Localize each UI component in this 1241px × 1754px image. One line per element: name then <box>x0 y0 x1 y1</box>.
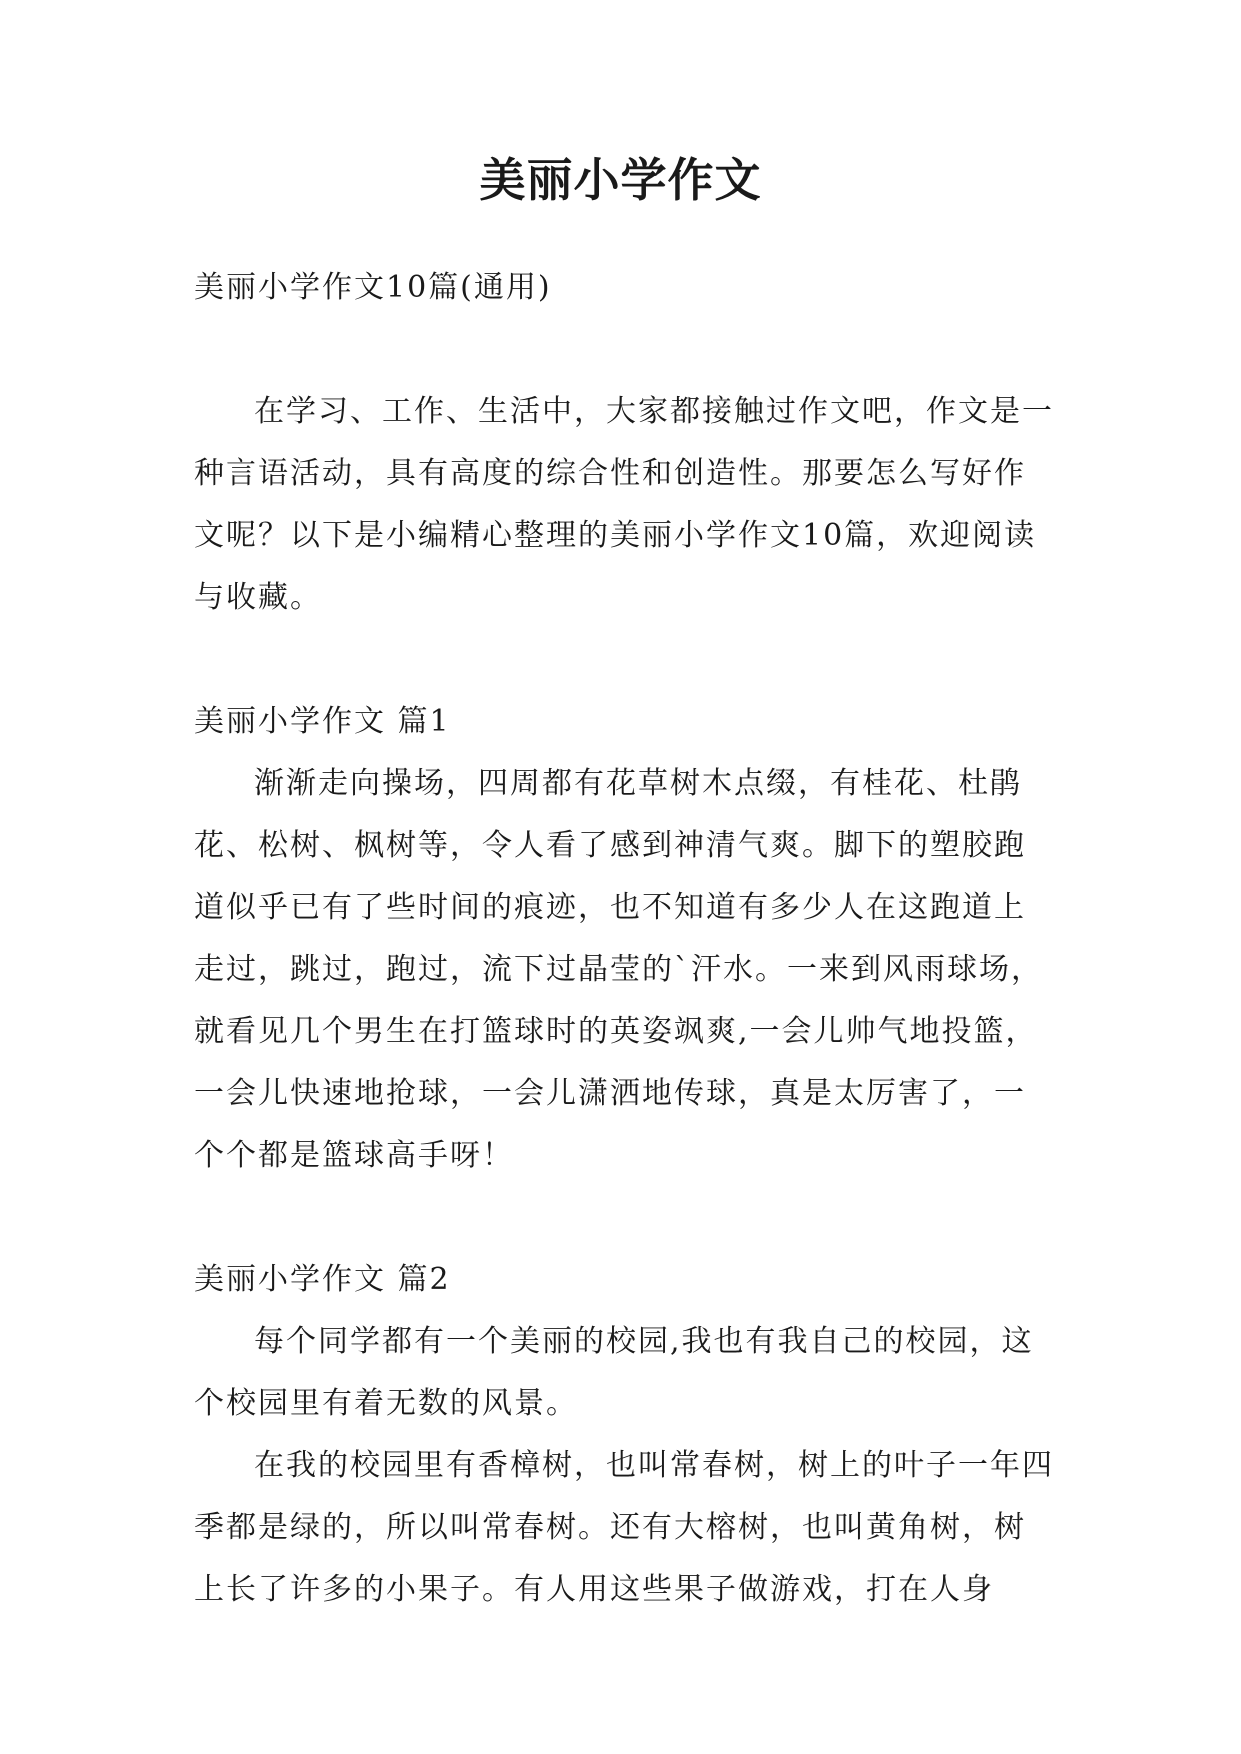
document-subtitle: 美丽小学作文10篇(通用) <box>194 270 552 305</box>
document-title: 美丽小学作文 <box>479 153 762 207</box>
section-paragraph: 渐渐走向操场，四周都有花草树木点缀，有桂花、杜鹃花、松树、枫树等，令人看了感到神清气爽。脚下的塑胶跑道似乎已有了些时间的痕迹，也不知道有多少人在这跑道上走过，跳过，跑过，流下过晶莹的`汗水。一来到风雨球场，就看见几个男生在打篮球时的英姿飒爽,一会儿帅气地投篮，一会儿快速地抢球，一会儿潇洒地传球，真是太厉害了，一个个都是篮球高手呀！ <box>194 766 1043 1173</box>
intro-paragraph: 在学习、工作、生活中，大家都接触过作文吧，作文是一种言语活动，具有高度的综合性和创造性。那要怎么写好作文呢？以下是小编精心整理的美丽小学作文10篇，欢迎阅读与收藏。 <box>194 394 1054 615</box>
section-spacer <box>194 1187 1054 1249</box>
section-heading: 美丽小学作文 篇2 <box>194 1262 451 1297</box>
section-paragraph: 在我的校园里有香樟树，也叫常春树，树上的叶子一年四季都是绿的，所以叫常春树。还有大榕树，也叫黄角树，树上长了许多的小果子。有人用这些果子做游戏，打在人身 <box>194 1448 1054 1607</box>
section-paragraph: 每个同学都有一个美丽的校园,我也有我自己的校园，这个校园里有着无数的风景。 <box>194 1324 1034 1421</box>
section-heading: 美丽小学作文 篇1 <box>194 704 451 739</box>
document-body <box>194 257 1054 1621</box>
